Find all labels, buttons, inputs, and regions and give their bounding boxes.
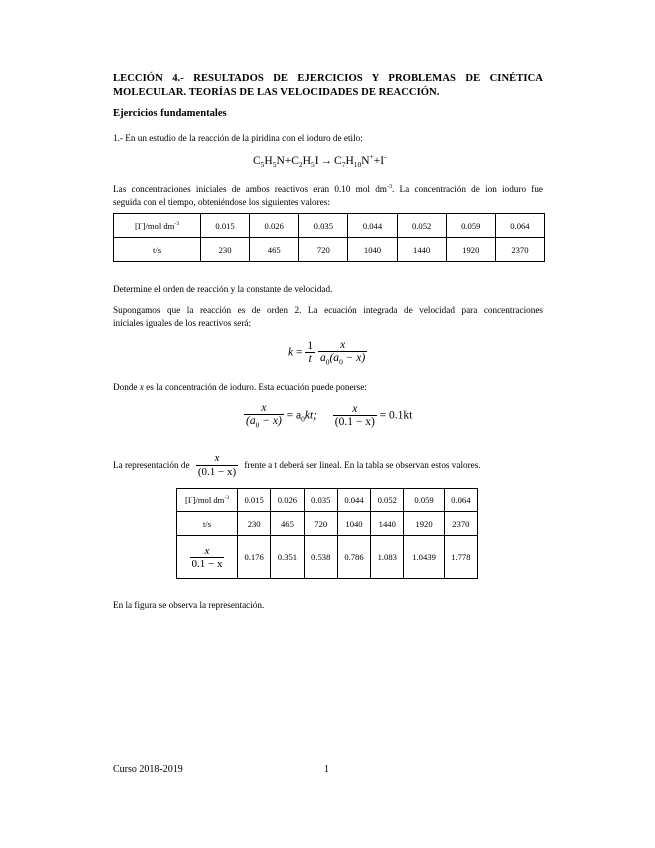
table-cell: 720	[304, 512, 337, 536]
data-table-1	[113, 213, 545, 262]
variable-description: Donde x es la concentración de ioduro. Esta ecuación puede ponerse:	[113, 382, 367, 392]
table-cell: 230	[201, 238, 250, 262]
table-cell: 0.015	[238, 489, 271, 512]
table-cell: 1440	[371, 512, 404, 536]
table-cell: 1040	[337, 512, 370, 536]
title-line-1: LECCIÓN 4.- RESULTADOS DE EJERCICIOS Y PROBLEMAS DE CINÉTICA	[113, 73, 543, 84]
table-cell: 0.044	[348, 214, 397, 238]
table-cell: 0.052	[397, 214, 446, 238]
table-cell: 0.064	[444, 489, 477, 512]
table-cell: 230	[238, 512, 271, 536]
footer-course: Curso 2018-2019	[113, 764, 183, 775]
table-cell: 0.059	[404, 489, 444, 512]
table-cell: 0.026	[271, 489, 304, 512]
table-cell: 2370	[444, 512, 477, 536]
question-text: Determine el orden de reacción y la constante de velocidad.	[113, 284, 333, 294]
table-cell: 1040	[348, 238, 397, 262]
table-cell: 2370	[495, 238, 544, 262]
title-line-2: MOLECULAR. TEORÍAS DE LAS VELOCIDADES DE REACCIÓN.	[113, 87, 440, 98]
table2-header-conc: [I-]/mol $dm^{-3}$	[177, 489, 238, 512]
integrated-rate-equation: k = $\frac{1}{t}$ $\frac{x}{a_0(a_0 - x)}$	[288, 339, 366, 367]
table-cell: 465	[250, 238, 299, 262]
table1-header-time: t/s	[114, 238, 201, 262]
table-cell: 1920	[404, 512, 444, 536]
concentration-paragraph: Las concentraciones iniciales de ambos reactivos eran 0.10 mol $dm^{-3}$. La concentración de ion ioduro fue seguida con el tiempo, obteniéndose los siguientes valores:	[113, 184, 544, 208]
table-cell: 0.035	[304, 489, 337, 512]
table-cell: 0.059	[446, 214, 495, 238]
representation-sentence: La representación de $\frac{x}{(0.1 - x)}$ frente a t deberá ser lineal. En la tabla se observan estos valores.	[113, 452, 481, 478]
table-cell: 0.015	[201, 214, 250, 238]
table-cell: 0.064	[495, 214, 544, 238]
exercise-intro: 1.- En un estudio de la reacción de la piridina con el ioduro de etilo:	[113, 133, 363, 143]
table2-header-time: t/s	[177, 512, 238, 536]
page-number: 1	[324, 764, 329, 775]
table2-header-ratio: $\frac{x}{0.1 - x}$	[177, 536, 238, 579]
section-heading: Ejercicios fundamentales	[113, 108, 227, 119]
table-cell: 1.083	[371, 536, 404, 579]
table-cell: 0.351	[271, 536, 304, 579]
table-cell: 0.026	[250, 214, 299, 238]
data-table-2	[176, 488, 478, 579]
table-cell: 0.176	[238, 536, 271, 579]
reaction-equation: $C_5H_5N+C_2H_5I \to C_7H_{10}N^++I^-$	[253, 152, 387, 170]
rearranged-equations: $\frac{x}{(a_0 - x)}$ = $a_0kt$; $\frac{x}{(0.1 - x)}$ = 0.1kt	[246, 402, 413, 430]
assumption-paragraph: Supongamos que la reacción es de orden 2. La ecuación integrada de velocidad para concentraciones iniciales iguales de los reactivos será:	[113, 305, 543, 328]
table-cell: 1.778	[444, 536, 477, 579]
table-cell: 720	[299, 238, 348, 262]
table-cell: 0.035	[299, 214, 348, 238]
table-cell: 465	[271, 512, 304, 536]
table-cell: 0.786	[337, 536, 370, 579]
table1-header-conc: [I-]/mol $dm^{-3}$	[114, 214, 201, 238]
table-cell: 1920	[446, 238, 495, 262]
document-title	[113, 72, 543, 100]
table-cell: 0.044	[337, 489, 370, 512]
table-cell: 0.052	[371, 489, 404, 512]
table-cell: 1.0439	[404, 536, 444, 579]
table-cell: 0.538	[304, 536, 337, 579]
table-cell: 1440	[397, 238, 446, 262]
figure-note: En la figura se observa la representación.	[113, 600, 265, 610]
